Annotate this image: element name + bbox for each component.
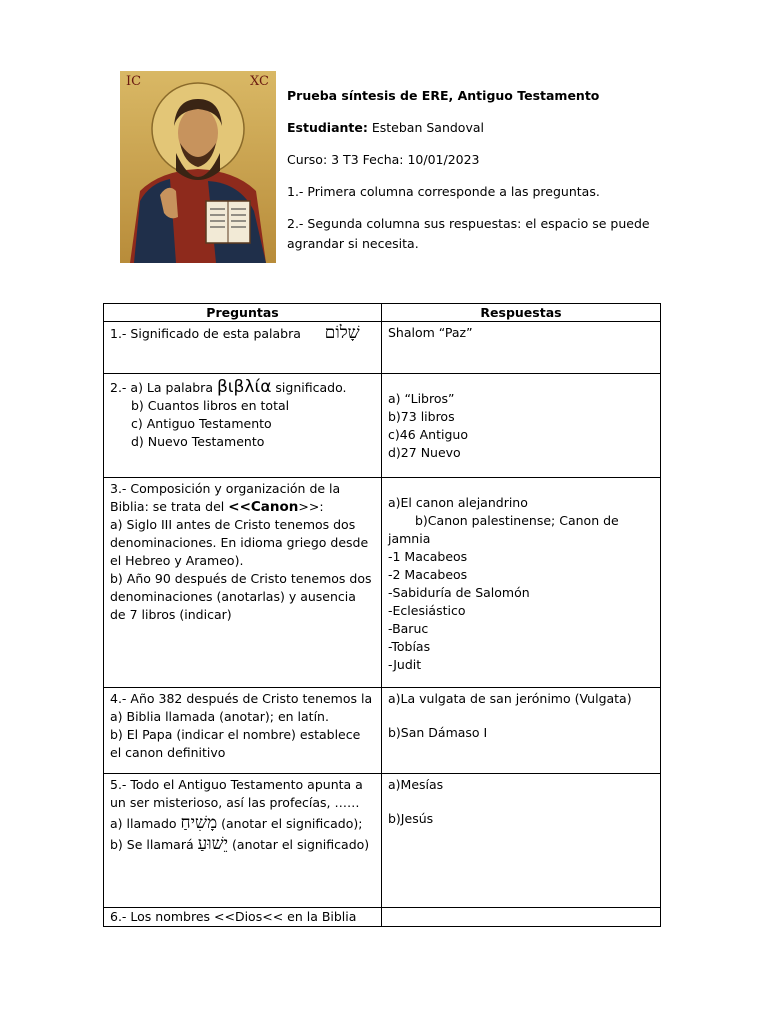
questions-table (103, 303, 661, 927)
question-cell (104, 478, 382, 688)
question-text: >>: (298, 499, 324, 514)
header-preguntas: Preguntas (104, 304, 382, 322)
question-item: a) Siglo III antes de Cristo tenemos dos denominaciones. En idioma griego desde el Hebreo y Arameo). (110, 517, 369, 568)
question-cell (104, 322, 382, 374)
answer-line: -Eclesiástico (388, 603, 466, 618)
question-item: b) Cuantos libros en total (131, 398, 290, 413)
answer-line: b)73 libros (388, 409, 455, 424)
question-text: 5.- Todo el Antiguo Testamento apunta a un ser misterioso, así las profecías, …… (110, 777, 363, 810)
table-row (104, 374, 661, 478)
question-cell (104, 688, 382, 774)
question-text: 1.- Significado de esta palabra (110, 326, 301, 341)
answer-line: d)27 Nuevo (388, 445, 461, 460)
answer-line: -1 Macabeos (388, 549, 468, 564)
hebrew-word: יֵשׁוּעַ (197, 834, 229, 854)
answer-line: b)San Dámaso I (388, 725, 488, 740)
document-title: Prueba síntesis de ERE, Antiguo Testamento (287, 88, 600, 103)
question-cell (104, 374, 382, 478)
answer-line: Shalom “Paz” (388, 325, 473, 340)
question-item: a) Biblia llamada (anotar); en latín. (110, 709, 329, 724)
answer-line: b)Jesús (388, 811, 434, 826)
hebrew-word: מָשִׁיחַ (180, 813, 218, 833)
canon-label: <<Canon (228, 499, 299, 515)
answer-cell (382, 322, 661, 374)
question-item: b) El Papa (indicar el nombre) establece el canon definitivo (110, 727, 361, 760)
question-text: 6.- Los nombres <<Dios<< en la Biblia (110, 909, 357, 924)
question-item: c) Antiguo Testamento (131, 416, 272, 431)
table-row (104, 322, 661, 374)
answer-cell (382, 688, 661, 774)
student-name: Esteban Sandoval (371, 120, 484, 135)
question-text: (anotar el significado) (228, 837, 370, 852)
answer-line: -Baruc (388, 621, 429, 636)
answer-cell (382, 908, 661, 927)
question-item: d) Nuevo Testamento (131, 434, 265, 449)
question-text: 3.- Composición y organización de la Biblia: se trata del (110, 481, 341, 514)
answer-cell (382, 374, 661, 478)
hebrew-word: שָׁלוֹם (324, 323, 360, 343)
answer-line: a) “Libros” (388, 391, 455, 406)
question-text: (anotar el significado); (217, 816, 363, 831)
answer-line: b)Canon palestinense; Canon de jamnia (388, 513, 619, 546)
greek-word: βιβλία (216, 377, 272, 397)
answer-line: -Sabiduría de Salomón (388, 585, 530, 600)
answer-line: c)46 Antiguo (388, 427, 468, 442)
question-text: a) llamado (110, 816, 181, 831)
question-cell (104, 908, 382, 927)
answer-line: a)La vulgata de san jerónimo (Vulgata) (388, 691, 632, 706)
question-item: b) Año 90 después de Cristo tenemos dos denominaciones (anotarlas) y ausencia de 7 libros (indicar) (110, 571, 372, 622)
question-item: 4.- Año 382 después de Cristo tenemos la (110, 691, 373, 706)
instruction-1: 1.- Primera columna corresponde a las preguntas. (287, 184, 600, 199)
christ-pantocrator-icon (120, 71, 276, 263)
question-text: significado. (271, 380, 347, 395)
course-line: Curso: 3 T3 Fecha: 10/01/2023 (287, 152, 480, 167)
question-cell (104, 774, 382, 908)
answer-line: -Judit (388, 657, 422, 672)
answer-cell (382, 478, 661, 688)
answer-cell (382, 774, 661, 908)
student-line (287, 118, 667, 138)
question-text: b) Se llamará (110, 837, 198, 852)
answer-line: -2 Macabeos (388, 567, 468, 582)
student-label: Estudiante: (287, 120, 368, 135)
table-row (104, 774, 661, 908)
table-row (104, 688, 661, 774)
answer-line: a)Mesías (388, 777, 444, 792)
table-row (104, 478, 661, 688)
document-header (287, 86, 667, 254)
table-row (104, 908, 661, 927)
answer-line: -Tobías (388, 639, 431, 654)
instruction-2: 2.- Segunda columna sus respuestas: el espacio se puede agrandar si necesita. (287, 216, 650, 251)
table-header-row (104, 304, 661, 322)
header-respuestas: Respuestas (382, 304, 661, 322)
answer-line: a)El canon alejandrino (388, 495, 528, 510)
question-text: 2.- a) La palabra (110, 380, 217, 395)
icon-letters-right: XC (250, 74, 269, 89)
icon-letters-left: IC (126, 74, 142, 89)
